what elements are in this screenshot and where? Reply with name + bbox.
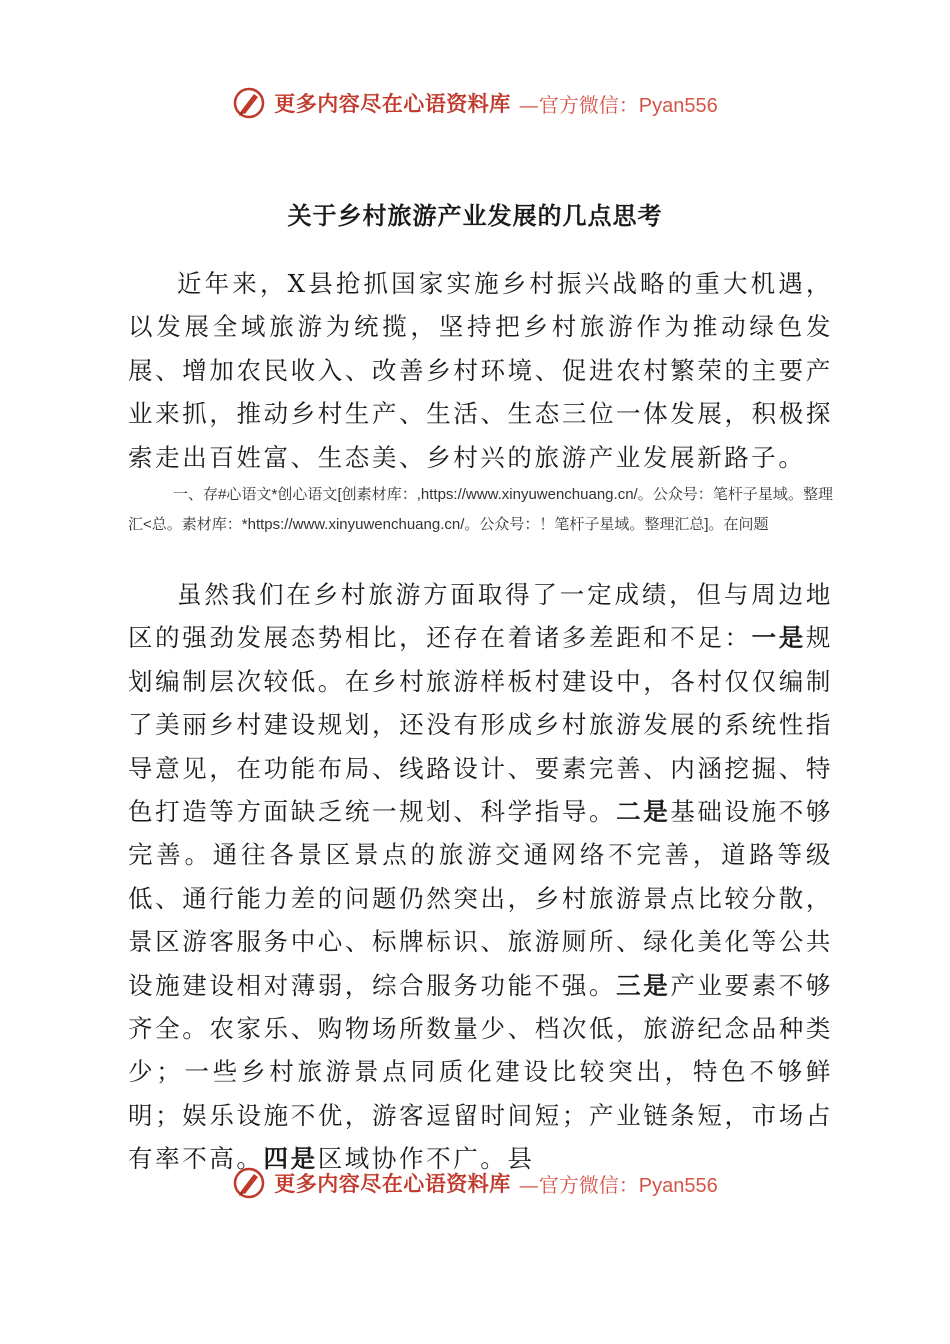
point-two-text: 基础设施不够完善。通往各景区景点的旅游交通网络不完善，道路等级低、通行能力差的问题仍然突出，乡村旅游景点比较分散，景区游客服务中心、标牌标识、旅游厕所、绿化美化等公共设施建设相对薄弱，综合服务功能不强。	[128, 797, 833, 1000]
point-three-text: 产业要素不够齐全。农家乐、购物场所数量少、档次低，旅游纪念品种类少；一些乡村旅游景点同质化建设比较突出，特色不够鲜明；娱乐设施不优，游客逗留时间短；产业链条短，市场占有率不高。	[128, 970, 833, 1174]
banner-wechat-label: 官方微信：	[538, 92, 639, 117]
banner-wechat-label: 官方微信：	[538, 1172, 639, 1197]
banner-wechat	[519, 1169, 718, 1198]
banner-wechat-id: Pyan556	[638, 94, 718, 117]
point-three-lead: 三是	[616, 970, 671, 1000]
intro-block	[128, 262, 833, 479]
document-title: 关于乡村旅游产业发展的几点思考	[287, 201, 663, 230]
point-one-lead: 一是	[751, 623, 806, 653]
point-four-lead: 四是	[263, 1144, 318, 1174]
point-one-text: 规划编制层次较低。在乡村旅游样板村建设中，各村仅仅编制了美丽乡村建设规划，还没有形成乡村旅游发展的系统性指导意见，在功能布局、线路设计、要素完善、内涵挖掘、特色打造等方面缺乏统一规划、科学指导。	[128, 623, 833, 827]
problems-paragraph	[128, 573, 833, 1181]
point-two-lead: 二是	[616, 797, 671, 827]
point-four-text: 区域协作不广。县	[317, 1144, 535, 1174]
banner-wechat-id: Pyan556	[638, 1174, 718, 1197]
banner-separator: —	[518, 1172, 539, 1197]
header-banner	[0, 78, 950, 128]
section-heading-note: 一、存#心语文*创心语文[创素材库：,https://www.xinyuwenchuang.cn/。公众号：笔杆子星域。整理汇<总。素材库：*https://www.xinyuwenchuang.cn/。公众号：！笔杆子星域。整理汇总]。在问题	[128, 486, 833, 533]
pen-logo-icon	[232, 1166, 266, 1200]
intro-paragraph: 近年来，X县抢抓国家实施乡村振兴战略的重大机遇，以发展全域旅游为统揽，坚持把乡村旅游作为推动绿色发展、增加农民收入、改善乡村环境、促进农村繁荣的主要产业来抓，推动乡村生产、生活、生态三位一体发展，积极探索走出百姓富、生态美、乡村兴的旅游产业发展新路子。	[128, 269, 833, 472]
banner-wechat	[519, 89, 718, 118]
pen-logo-icon	[232, 86, 266, 120]
section-note-block	[128, 480, 833, 540]
footer-banner	[0, 1158, 950, 1208]
banner-brand-text: 更多内容尽在心语资料库	[274, 1171, 511, 1196]
problems-block	[128, 573, 833, 1181]
problems-opening: 虽然我们在乡村旅游方面取得了一定成绩，但与周边地区的强劲发展态势相比，还存在着诸多差距和不足：	[128, 580, 833, 653]
banner-brand-text: 更多内容尽在心语资料库	[274, 91, 511, 116]
banner-separator: —	[518, 92, 539, 117]
